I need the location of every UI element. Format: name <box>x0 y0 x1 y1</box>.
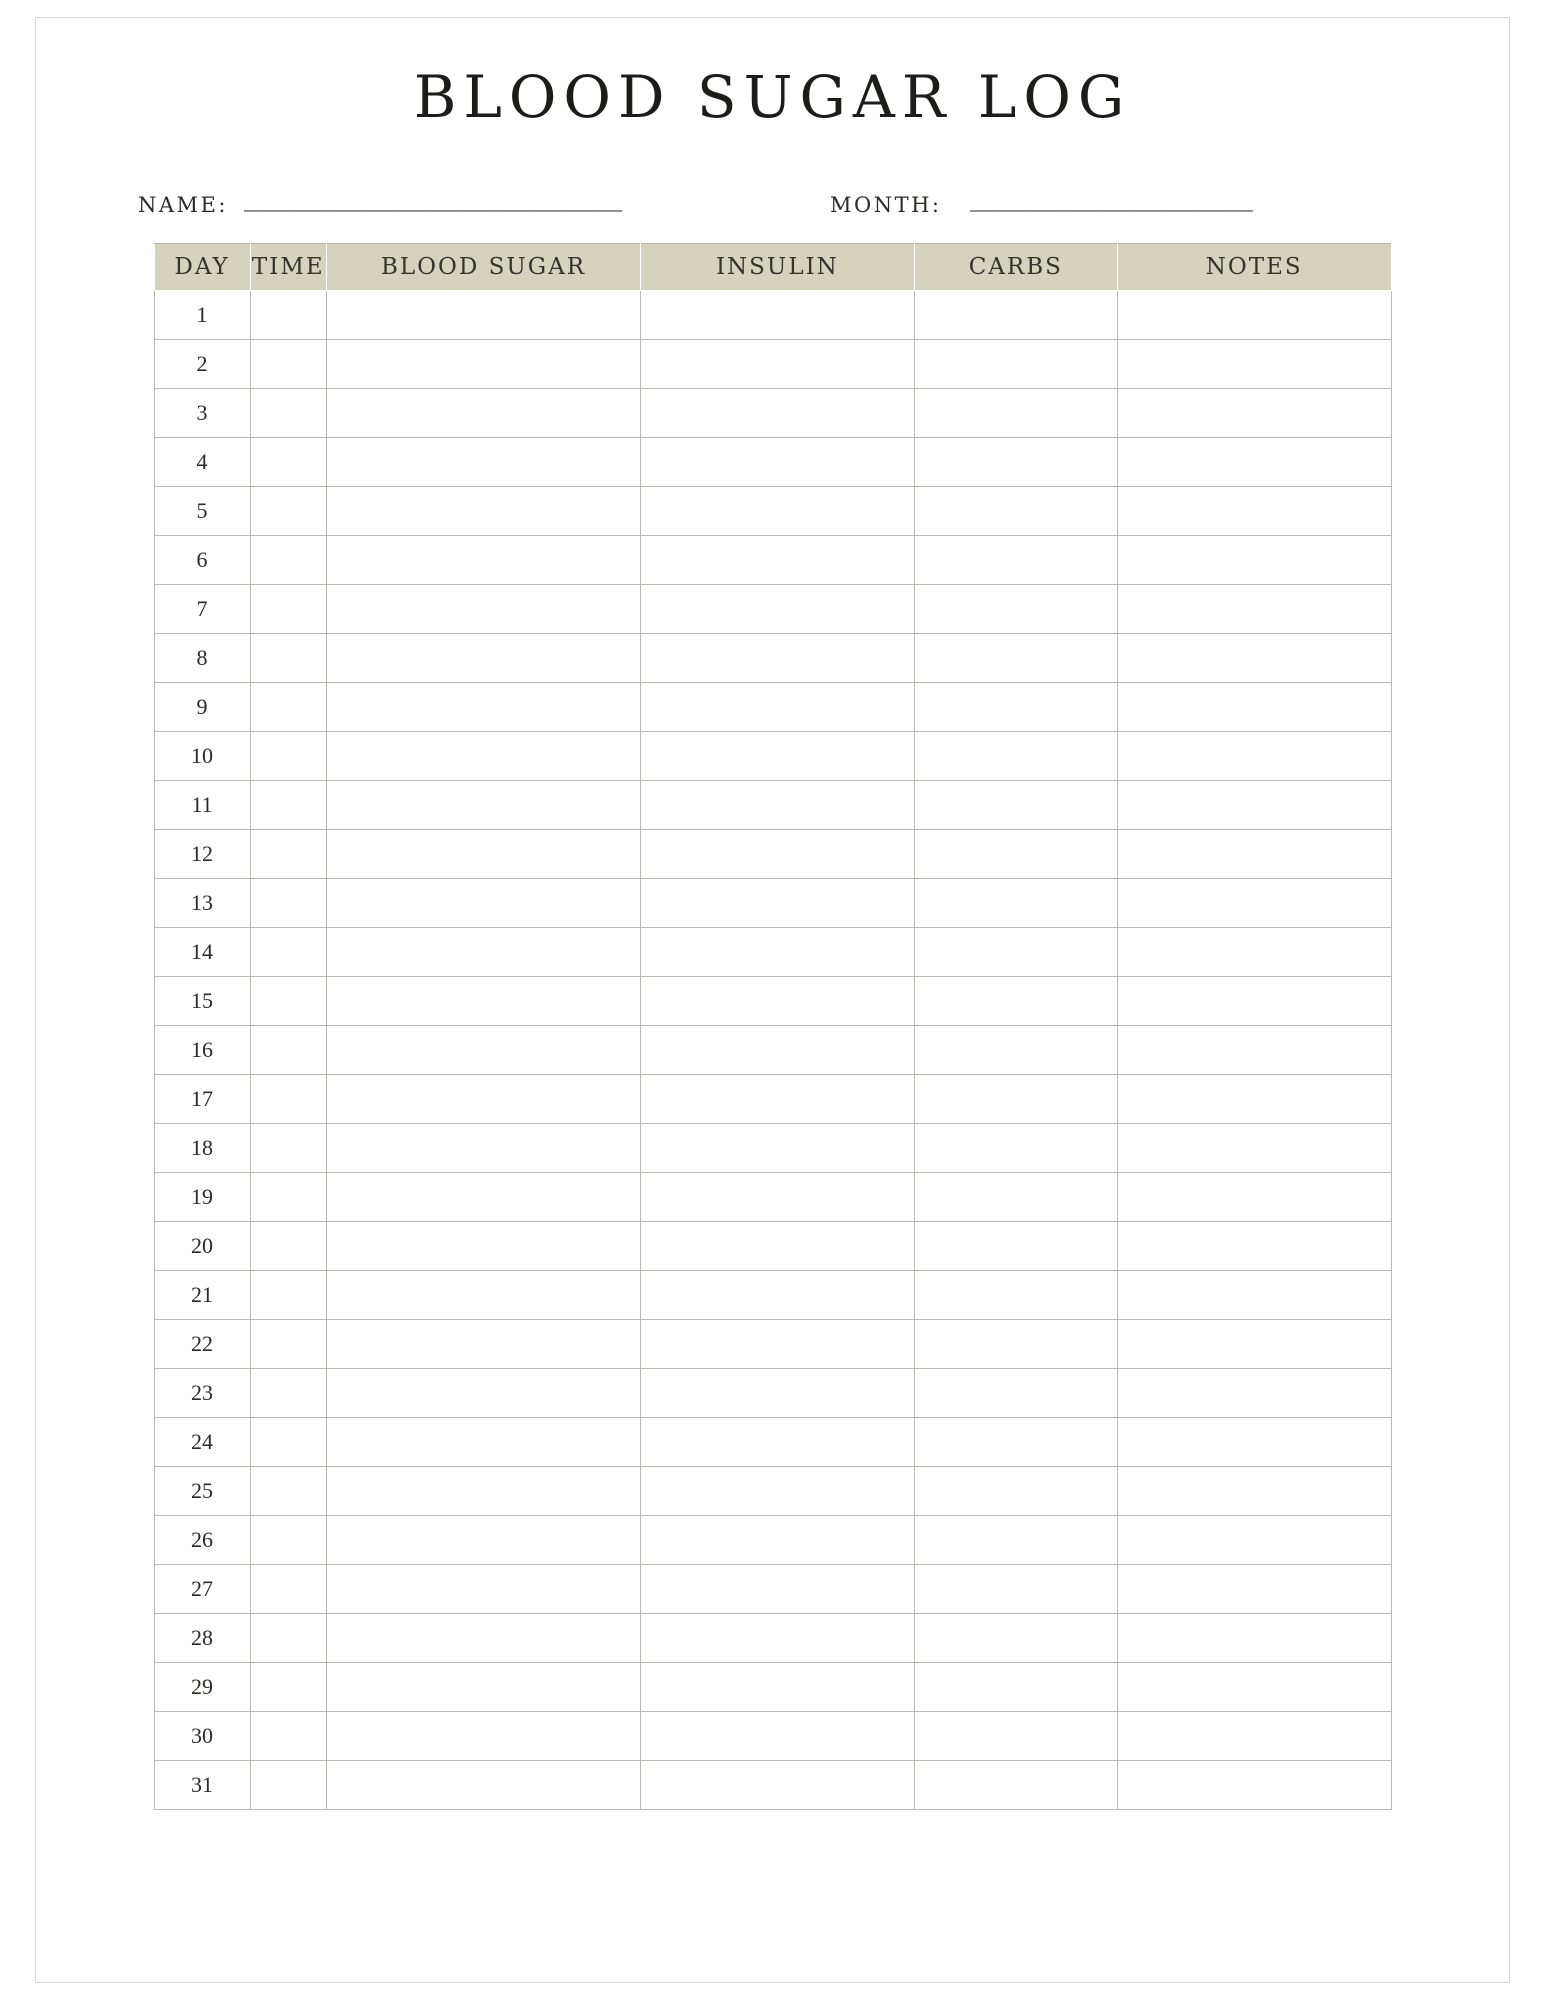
table-row <box>154 731 1391 780</box>
table-row <box>154 1074 1391 1123</box>
cell-notes[interactable] <box>1117 1270 1391 1319</box>
cell-day: 10 <box>154 731 250 780</box>
table-row <box>154 1025 1391 1074</box>
cell-insulin[interactable] <box>641 1760 915 1809</box>
cell-notes[interactable] <box>1117 1466 1391 1515</box>
month-input[interactable]: ___________________________ <box>969 189 1253 214</box>
cell-notes[interactable] <box>1117 1074 1391 1123</box>
cell-time[interactable] <box>250 1270 326 1319</box>
cell-time[interactable] <box>250 780 326 829</box>
cell-notes[interactable] <box>1117 731 1391 780</box>
cell-time[interactable] <box>250 1025 326 1074</box>
cell-insulin[interactable] <box>641 535 915 584</box>
cell-day: 4 <box>154 437 250 486</box>
cell-insulin[interactable] <box>641 1025 915 1074</box>
cell-blood-sugar[interactable] <box>326 1319 640 1368</box>
cell-notes[interactable] <box>1117 1319 1391 1368</box>
cell-insulin[interactable] <box>641 731 915 780</box>
cell-blood-sugar[interactable] <box>326 1466 640 1515</box>
cell-day: 5 <box>154 486 250 535</box>
cell-time[interactable] <box>250 1074 326 1123</box>
printable-page <box>35 17 1510 1983</box>
cell-insulin[interactable] <box>641 486 915 535</box>
cell-blood-sugar[interactable] <box>326 388 640 437</box>
cell-time[interactable] <box>250 878 326 927</box>
cell-carbs[interactable] <box>914 584 1117 633</box>
table-row <box>154 829 1391 878</box>
cell-blood-sugar[interactable] <box>326 633 640 682</box>
name-field-group <box>138 189 758 217</box>
cell-day: 7 <box>154 584 250 633</box>
cell-insulin[interactable] <box>641 1270 915 1319</box>
cell-carbs[interactable] <box>914 1564 1117 1613</box>
cell-day: 15 <box>154 976 250 1025</box>
cell-insulin[interactable] <box>641 1466 915 1515</box>
cell-day: 17 <box>154 1074 250 1123</box>
cell-carbs[interactable] <box>914 1760 1117 1809</box>
table-row <box>154 780 1391 829</box>
cell-day: 21 <box>154 1270 250 1319</box>
cell-time[interactable] <box>250 535 326 584</box>
cell-notes[interactable] <box>1117 1515 1391 1564</box>
cell-notes[interactable] <box>1117 339 1391 388</box>
cell-notes[interactable] <box>1117 290 1391 339</box>
cell-notes[interactable] <box>1117 437 1391 486</box>
cell-carbs[interactable] <box>914 1711 1117 1760</box>
cell-day: 14 <box>154 927 250 976</box>
table-row <box>154 1711 1391 1760</box>
cell-time[interactable] <box>250 1172 326 1221</box>
cell-carbs[interactable] <box>914 1515 1117 1564</box>
cell-blood-sugar[interactable] <box>326 1417 640 1466</box>
cell-insulin[interactable] <box>641 339 915 388</box>
cell-notes[interactable] <box>1117 1564 1391 1613</box>
table-row <box>154 1123 1391 1172</box>
cell-time[interactable] <box>250 927 326 976</box>
cell-day: 11 <box>154 780 250 829</box>
cell-insulin[interactable] <box>641 1417 915 1466</box>
cell-insulin[interactable] <box>641 878 915 927</box>
form-fields-row <box>36 189 1509 217</box>
table-row <box>154 1613 1391 1662</box>
cell-insulin[interactable] <box>641 1123 915 1172</box>
cell-notes[interactable] <box>1117 1711 1391 1760</box>
cell-blood-sugar[interactable] <box>326 780 640 829</box>
table-row <box>154 1662 1391 1711</box>
cell-day: 31 <box>154 1760 250 1809</box>
cell-carbs[interactable] <box>914 437 1117 486</box>
cell-insulin[interactable] <box>641 1368 915 1417</box>
cell-time[interactable] <box>250 1564 326 1613</box>
table-row <box>154 584 1391 633</box>
cell-notes[interactable] <box>1117 1221 1391 1270</box>
cell-time[interactable] <box>250 682 326 731</box>
cell-time[interactable] <box>250 1515 326 1564</box>
cell-day: 18 <box>154 1123 250 1172</box>
table-row <box>154 437 1391 486</box>
month-field-label: MONTH: <box>830 192 942 217</box>
table-row <box>154 290 1391 339</box>
cell-time[interactable] <box>250 1123 326 1172</box>
cell-insulin[interactable] <box>641 584 915 633</box>
cell-notes[interactable] <box>1117 388 1391 437</box>
cell-time[interactable] <box>250 1466 326 1515</box>
cell-insulin[interactable] <box>641 633 915 682</box>
cell-carbs[interactable] <box>914 486 1117 535</box>
cell-notes[interactable] <box>1117 878 1391 927</box>
cell-insulin[interactable] <box>641 437 915 486</box>
cell-insulin[interactable] <box>641 976 915 1025</box>
cell-notes[interactable] <box>1117 584 1391 633</box>
cell-time[interactable] <box>250 1221 326 1270</box>
cell-notes[interactable] <box>1117 976 1391 1025</box>
cell-day: 19 <box>154 1172 250 1221</box>
table-row <box>154 927 1391 976</box>
cell-notes[interactable] <box>1117 829 1391 878</box>
cell-insulin[interactable] <box>641 1711 915 1760</box>
cell-insulin[interactable] <box>641 290 915 339</box>
cell-carbs[interactable] <box>914 290 1117 339</box>
table-row <box>154 486 1391 535</box>
cell-blood-sugar[interactable] <box>326 682 640 731</box>
blood-sugar-log-table <box>154 243 1392 1810</box>
table-row <box>154 1221 1391 1270</box>
cell-carbs[interactable] <box>914 535 1117 584</box>
cell-notes[interactable] <box>1117 486 1391 535</box>
cell-carbs[interactable] <box>914 927 1117 976</box>
table-row <box>154 1172 1391 1221</box>
cell-insulin[interactable] <box>641 1662 915 1711</box>
cell-carbs[interactable] <box>914 1368 1117 1417</box>
cell-time[interactable] <box>250 339 326 388</box>
table-row <box>154 1760 1391 1809</box>
cell-day: 13 <box>154 878 250 927</box>
cell-carbs[interactable] <box>914 1466 1117 1515</box>
cell-insulin[interactable] <box>641 780 915 829</box>
cell-insulin[interactable] <box>641 1221 915 1270</box>
cell-carbs[interactable] <box>914 878 1117 927</box>
cell-carbs[interactable] <box>914 829 1117 878</box>
cell-blood-sugar[interactable] <box>326 731 640 780</box>
cell-carbs[interactable] <box>914 1270 1117 1319</box>
table-row <box>154 1270 1391 1319</box>
cell-carbs[interactable] <box>914 780 1117 829</box>
cell-carbs[interactable] <box>914 1662 1117 1711</box>
cell-time[interactable] <box>250 1760 326 1809</box>
sheet-content <box>36 18 1509 1982</box>
cell-time[interactable] <box>250 388 326 437</box>
cell-day: 8 <box>154 633 250 682</box>
cell-blood-sugar[interactable] <box>326 976 640 1025</box>
cell-time[interactable] <box>250 633 326 682</box>
table-row <box>154 878 1391 927</box>
cell-day: 23 <box>154 1368 250 1417</box>
cell-carbs[interactable] <box>914 388 1117 437</box>
cell-blood-sugar[interactable] <box>326 1711 640 1760</box>
cell-carbs[interactable] <box>914 1123 1117 1172</box>
column-header-insulin: INSULIN <box>641 243 915 290</box>
cell-notes[interactable] <box>1117 927 1391 976</box>
column-header-notes: NOTES <box>1117 243 1391 290</box>
cell-time[interactable] <box>250 976 326 1025</box>
cell-blood-sugar[interactable] <box>326 1368 640 1417</box>
cell-time[interactable] <box>250 486 326 535</box>
cell-notes[interactable] <box>1117 1368 1391 1417</box>
cell-notes[interactable] <box>1117 1760 1391 1809</box>
cell-carbs[interactable] <box>914 1613 1117 1662</box>
column-header-blood-sugar: BLOOD SUGAR <box>326 243 640 290</box>
table-row <box>154 1466 1391 1515</box>
cell-blood-sugar[interactable] <box>326 1564 640 1613</box>
cell-insulin[interactable] <box>641 1319 915 1368</box>
cell-carbs[interactable] <box>914 633 1117 682</box>
cell-day: 28 <box>154 1613 250 1662</box>
cell-notes[interactable] <box>1117 1172 1391 1221</box>
cell-notes[interactable] <box>1117 633 1391 682</box>
column-header-day: DAY <box>154 243 250 290</box>
table-row <box>154 633 1391 682</box>
cell-blood-sugar[interactable] <box>326 584 640 633</box>
cell-day: 26 <box>154 1515 250 1564</box>
cell-carbs[interactable] <box>914 1025 1117 1074</box>
table-header <box>154 243 1391 290</box>
cell-day: 2 <box>154 339 250 388</box>
cell-day: 30 <box>154 1711 250 1760</box>
cell-time[interactable] <box>250 829 326 878</box>
cell-notes[interactable] <box>1117 682 1391 731</box>
cell-blood-sugar[interactable] <box>326 1221 640 1270</box>
cell-blood-sugar[interactable] <box>326 290 640 339</box>
table-row <box>154 1319 1391 1368</box>
cell-insulin[interactable] <box>641 1172 915 1221</box>
table-row <box>154 339 1391 388</box>
cell-blood-sugar[interactable] <box>326 1515 640 1564</box>
cell-time[interactable] <box>250 437 326 486</box>
table-row <box>154 682 1391 731</box>
cell-blood-sugar[interactable] <box>326 1613 640 1662</box>
cell-day: 27 <box>154 1564 250 1613</box>
cell-blood-sugar[interactable] <box>326 1074 640 1123</box>
cell-time[interactable] <box>250 1368 326 1417</box>
cell-notes[interactable] <box>1117 1613 1391 1662</box>
cell-carbs[interactable] <box>914 682 1117 731</box>
table-body <box>154 290 1391 1809</box>
cell-blood-sugar[interactable] <box>326 1172 640 1221</box>
cell-blood-sugar[interactable] <box>326 1270 640 1319</box>
cell-day: 24 <box>154 1417 250 1466</box>
cell-insulin[interactable] <box>641 1564 915 1613</box>
table-row <box>154 388 1391 437</box>
cell-carbs[interactable] <box>914 1172 1117 1221</box>
cell-insulin[interactable] <box>641 388 915 437</box>
cell-blood-sugar[interactable] <box>326 1662 640 1711</box>
cell-carbs[interactable] <box>914 731 1117 780</box>
cell-insulin[interactable] <box>641 682 915 731</box>
table-row <box>154 976 1391 1025</box>
cell-carbs[interactable] <box>914 976 1117 1025</box>
cell-insulin[interactable] <box>641 927 915 976</box>
cell-insulin[interactable] <box>641 1515 915 1564</box>
cell-day: 3 <box>154 388 250 437</box>
cell-carbs[interactable] <box>914 1221 1117 1270</box>
page-title: BLOOD SUGAR LOG <box>413 63 1132 131</box>
cell-notes[interactable] <box>1117 1123 1391 1172</box>
cell-blood-sugar[interactable] <box>326 1760 640 1809</box>
cell-time[interactable] <box>250 1319 326 1368</box>
cell-time[interactable] <box>250 731 326 780</box>
cell-time[interactable] <box>250 584 326 633</box>
table-row <box>154 1417 1391 1466</box>
cell-insulin[interactable] <box>641 1613 915 1662</box>
table-row <box>154 1564 1391 1613</box>
cell-blood-sugar[interactable] <box>326 437 640 486</box>
cell-notes[interactable] <box>1117 535 1391 584</box>
cell-day: 25 <box>154 1466 250 1515</box>
cell-time[interactable] <box>250 1613 326 1662</box>
table-row <box>154 1368 1391 1417</box>
cell-carbs[interactable] <box>914 1074 1117 1123</box>
month-field-group <box>830 189 1320 217</box>
cell-day: 1 <box>154 290 250 339</box>
cell-time[interactable] <box>250 1662 326 1711</box>
cell-notes[interactable] <box>1117 1025 1391 1074</box>
cell-blood-sugar[interactable] <box>326 486 640 535</box>
cell-insulin[interactable] <box>641 829 915 878</box>
cell-blood-sugar[interactable] <box>326 1025 640 1074</box>
cell-day: 6 <box>154 535 250 584</box>
cell-day: 20 <box>154 1221 250 1270</box>
column-header-time: TIME <box>250 243 326 290</box>
cell-day: 9 <box>154 682 250 731</box>
cell-day: 29 <box>154 1662 250 1711</box>
cell-blood-sugar[interactable] <box>326 829 640 878</box>
cell-notes[interactable] <box>1117 1417 1391 1466</box>
cell-notes[interactable] <box>1117 1662 1391 1711</box>
name-field-label: NAME: <box>138 192 228 217</box>
cell-day: 12 <box>154 829 250 878</box>
cell-insulin[interactable] <box>641 1074 915 1123</box>
name-input[interactable]: ____________________________________ <box>243 189 622 214</box>
cell-blood-sugar[interactable] <box>326 927 640 976</box>
cell-carbs[interactable] <box>914 339 1117 388</box>
cell-blood-sugar[interactable] <box>326 1123 640 1172</box>
cell-blood-sugar[interactable] <box>326 339 640 388</box>
cell-notes[interactable] <box>1117 780 1391 829</box>
cell-carbs[interactable] <box>914 1417 1117 1466</box>
cell-blood-sugar[interactable] <box>326 878 640 927</box>
cell-time[interactable] <box>250 1417 326 1466</box>
cell-time[interactable] <box>250 290 326 339</box>
cell-day: 22 <box>154 1319 250 1368</box>
column-header-carbs: CARBS <box>914 243 1117 290</box>
cell-carbs[interactable] <box>914 1319 1117 1368</box>
cell-day: 16 <box>154 1025 250 1074</box>
table-header-row <box>154 243 1391 290</box>
cell-blood-sugar[interactable] <box>326 535 640 584</box>
cell-time[interactable] <box>250 1711 326 1760</box>
table-row <box>154 1515 1391 1564</box>
table-row <box>154 535 1391 584</box>
